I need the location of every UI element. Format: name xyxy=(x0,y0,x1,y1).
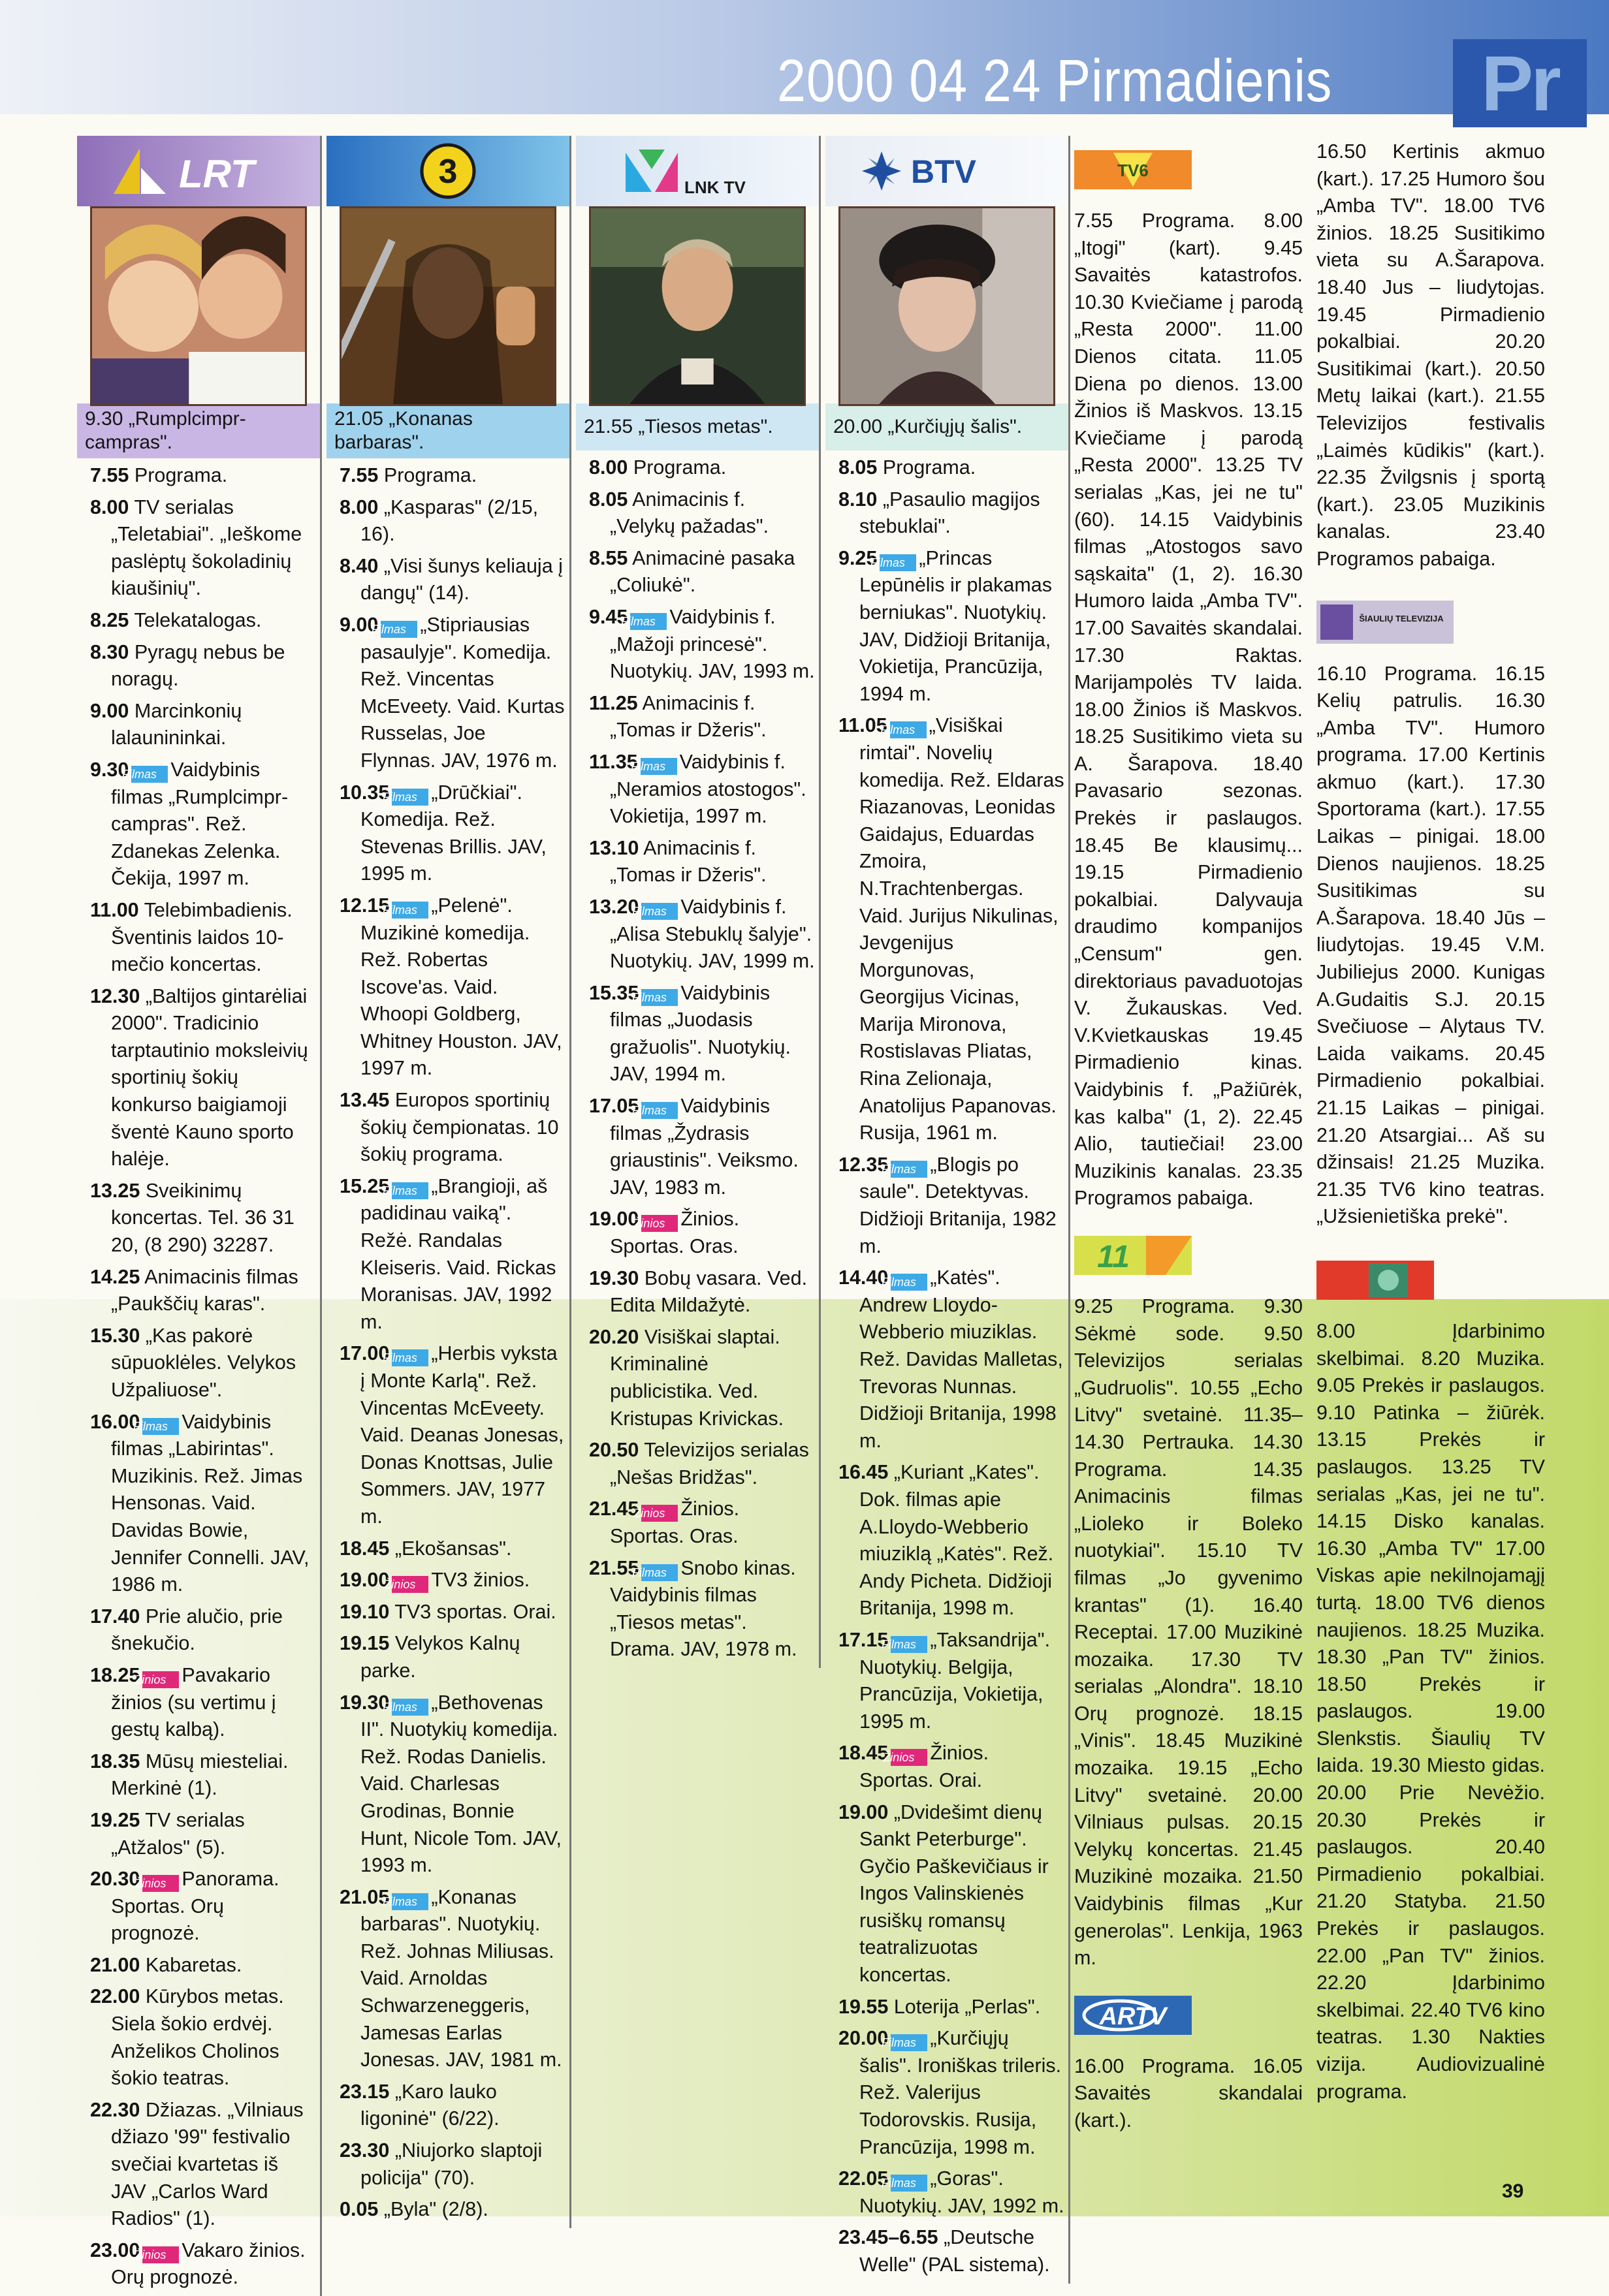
list-item: 19.00 „Dvidešimt dienų Sankt Peterburge". Gyčio Paškevičiaus ir Ingos Valinskienės rusiškų romansų teatralizuotas koncertas. xyxy=(838,1801,1049,1987)
list-item: 13.10 Animacinis f. „Tomas ir Džeris". xyxy=(589,836,767,887)
film-icon: Filmas xyxy=(891,2034,927,2051)
regional-column-left xyxy=(1074,136,1303,2135)
list-item: 11.35Filmas Vaidybinis f. „Neramios atostogos". Vokietija, 1997 m. xyxy=(589,750,806,828)
list-item: 18.35 Mūsų miesteliai. Merkinė (1). xyxy=(90,1750,289,1800)
channel-column-btv xyxy=(825,136,1070,2284)
list-item: 17.00Filmas „Herbis vyksta į Monte Karlą". Rež. Vincentas McEveety. Vaid. Deanas Jonesas, Donas Knottsas, Julie Sommers. JAV, 1977 m. xyxy=(340,1342,564,1528)
list-item: 11.05Filmas „Visiškai rimtai". Novelių komedija. Rež. Eldaras Riazanovas, Leonidas Gaidajus, Eduardas Zmoira, N.Trachtenbergas. Vaid. Jurijus Nikulinas, Jevgenijus Morgunovas, Georgijus Vicinas, Marija Mironova, Rostislavas Pliatas, Rina Zelionaja, Anatolijus Papanovas. Rusija, 1961 m. xyxy=(838,714,1064,1144)
list-item: 13.20Filmas Vaidybinis f. „Alisa Stebuklų šalyje". Nuotykių. JAV, 1999 m. xyxy=(589,895,815,973)
list-item: 9.00 Marcinkonių lalaunininkai. xyxy=(90,699,242,749)
list-item: 19.10 TV3 sportas. Orai. xyxy=(340,1600,556,1623)
film-icon: Filmas xyxy=(392,1349,428,1366)
channel-column-lrt xyxy=(77,136,322,2296)
tv3-logo xyxy=(327,136,569,206)
list-item: 21.00 Kabaretas. xyxy=(90,1953,242,1976)
list-item: 17.15Filmas „Taksandrija". Nuotykių. Belgija, Prancūzija, Vokietija, 1995 m. xyxy=(838,1628,1051,1733)
film-icon: Filmas xyxy=(891,2175,927,2192)
list-item: 16.00Filmas Vaidybinis filmas „Labirintas". Muzikinis. Rež. Jimas Hensonas. Vaid. Davidas Bowie, Jennifer Connelli. JAV, 1986 m. xyxy=(90,1410,310,1596)
list-item: 19.15 Velykos Kalnų parke. xyxy=(340,1632,520,1682)
list-item: 9.25Filmas „Princas Lepūnėlis ir plakamas berniukas". Nuotykių. JAV, Didžioji Britanija, Vokietija, Prancūzija, 1994 m. xyxy=(838,546,1052,705)
list-item: 21.05Filmas „Konanas barbaras". Nuotykių. Rež. Johnas Miliusas. Vaid. Arnoldas Schwarzeneggeris, Jamesas Earlas Jonesas. JAV, 1981 m. xyxy=(340,1885,562,2071)
list-item: 9.45Filmas Vaidybinis f. „Mažoji princesė". Nuotykių. JAV, 1993 m. xyxy=(589,605,815,683)
list-item: 17.40 Prie alučio, prie šnekučio. xyxy=(90,1605,283,1655)
tv6-logo xyxy=(1074,142,1303,196)
program-list xyxy=(77,462,320,2291)
btv-photo xyxy=(838,206,1055,406)
list-item: 18.25Žinios Pavakario žinios (su vertimu į gestų kalbą). xyxy=(90,1663,276,1741)
list-item: 8.30 Pyragų nebus be noragų. xyxy=(90,640,285,691)
list-item: 20.50 Televizijos serialas „Nešas Bridžas". xyxy=(589,1439,809,1488)
film-icon: Filmas xyxy=(890,721,927,738)
day-badge: Pr xyxy=(1453,39,1587,127)
svg-text:11: 11 xyxy=(1097,1239,1130,1274)
svg-text:ŠIAULIŲ TELEVIZIJA: ŠIAULIŲ TELEVIZIJA xyxy=(1359,613,1444,623)
list-item: 9.00Filmas „Stipriausias pasaulyje". Komedija. Rež. Vincentas McEvеety. Vaid. Kurtas Russelas, Joe Flynnas. JAV, 1976 m. xyxy=(340,613,565,772)
list-item: 21.45Žinios Žinios. Sportas. Oras. xyxy=(589,1498,740,1547)
list-item: 13.25 Sveikinimų koncertas. Tel. 36 31 20, (8 290) 32287. xyxy=(90,1179,295,1257)
film-icon: Filmas xyxy=(392,1182,428,1199)
film-icon: Filmas xyxy=(392,902,428,919)
list-item: 20.00Filmas „Kurčiųjų šalis". Ironiškas trileris. Rež. Valerijus Todorovskis. Rusija, Prancūzija, 1998 m. xyxy=(838,2027,1062,2158)
list-item: 14.40Filmas „Katės". Andrew Lloydo-Webberio miuziklas. Rež. Davidas Malletas, Trevoras Nunnas. Didžioji Britanija, 1998 m. xyxy=(838,1266,1063,1452)
featured-program: 21.05 „Konanas barbaras". xyxy=(327,403,569,458)
list-item: 20.30Žinios Panorama. Sportas. Orų prognozė. xyxy=(90,1868,279,1945)
list-item: 15.35Filmas Vaidybinis filmas „Juodasis gražuolis". Nuotykių. JAV, 1994 m. xyxy=(589,981,791,1086)
list-item: 19.30 Bobų vasara. Ved. Edita Mildažytė. xyxy=(589,1266,808,1317)
film-icon: Filmas xyxy=(891,1636,927,1653)
list-item: 19.55 Loterija „Perlas". xyxy=(838,1995,1041,2018)
channel-header xyxy=(576,136,819,403)
regional-column-right xyxy=(1316,138,1545,2105)
film-icon: Filmas xyxy=(641,1564,678,1581)
news-icon: Žinios xyxy=(142,2246,179,2263)
tv6-schedule: 7.55 Programa. 8.00 „Itogi" (kart). 9.45 Savaitės katastrofos. 10.30 Kviečiame į parodą „Resta 2000". 11.00 Dienos citata. 11.05 Diena po dienos. 13.00 Žinios iš Maskvos. 13.15 Kviečiame į parodą „Resta 2000". 13.25 TV serialas „Kas, jei ne tu" (60). 14.15 Vaidybinis filmas „Atostogos savo sąskaita" (1, 2). 16.30 Humoro laida „Amba TV". 17.00 Savaitės skandalai. 17.30 Raktas. Marijampolės TV laida. 18.00 Žinios iš Maskvos. 18.25 Susitikimo vieta su A. Šarapova. 18.40 Pavasario sezonas. Prekės ir paslaugos. 18.45 Be klausimų... 19.15 Pirmadienio pokalbiai. Dalyvauja draudimo kompanijos „Censum" gen. direktoriaus pavaduotojas V. Žukauskas. Ved. V.Kvietkauskas 19.45 Pirmadienio kinas. Vaidybinis f. „Pažiūrėk, kas kalba" (1, 2). 22.45 Alio, tautiečiai! 23.00 Muzikinis kanalas. 23.35 Programos pabaiga. xyxy=(1074,210,1303,1210)
news-icon: Žinios xyxy=(392,1576,428,1593)
film-icon: Filmas xyxy=(880,554,916,571)
list-item: 8.40 „Visi šunys keliauja į dangų" (14). xyxy=(340,554,563,605)
svg-text:BTV: BTV xyxy=(911,153,976,190)
list-item: 11.25 Animacinis f. „Tomas ir Džeris". xyxy=(589,691,767,742)
btv-logo xyxy=(825,136,1068,206)
program-list xyxy=(825,454,1068,2279)
list-item: 8.05 Programa. xyxy=(838,456,976,479)
list-item: 8.25 Telekatalogas. xyxy=(90,608,262,631)
artv-logo-icon xyxy=(1074,1989,1192,2040)
list-item: 23.45–6.55 „Deutsche Welle" (PAL sistema). xyxy=(838,2226,1050,2276)
list-item: 19.00Žinios Žinios. Sportas. Oras. xyxy=(589,1208,740,1258)
film-icon: Filmas xyxy=(641,903,678,920)
list-item: 22.00 Kūrybos metas. Siela šokio erdvėj. Anželikos Cholinos šokio teatras. xyxy=(90,1985,284,2090)
list-item: 12.30 „Baltijos gintarėliai 2000". Tradicinio tarptautinio moksleivių sportinių šokių konkurso baigiamoji šventė Kauno sporto halėje. xyxy=(90,984,308,1171)
list-item: 15.25Filmas „Brangioji, aš padidinau vaiką". Režė. Randalas Kleiseris. Vaid. Rickas Moranisas. JAV, 1992 m. xyxy=(340,1174,556,1333)
pan-tv-logo-icon xyxy=(1316,1254,1434,1305)
news-icon: Žinios xyxy=(641,1215,678,1232)
list-item: 0.05 „Byla" (2/8). xyxy=(340,2198,488,2221)
list-item: 8.05 Animacinis f. „Velykų pažadas". xyxy=(589,488,769,538)
lrt-photo xyxy=(90,206,307,406)
page-number: 39 xyxy=(1502,2180,1524,2202)
featured-program: 20.00 „Kurčiųjų šalis". xyxy=(825,403,1068,450)
list-item: 11.00 Telebimbadienis. Šventinis laidos 10-mečio koncertas. xyxy=(90,898,293,976)
film-icon: Filmas xyxy=(392,1699,428,1716)
page-title: 2000 04 24 Pirmadienis xyxy=(777,48,1333,114)
list-item: 7.55 Programa. xyxy=(340,464,477,486)
list-item: 19.25 TV serialas „Atžalos" (5). xyxy=(90,1808,245,1859)
list-item: 8.00 Programa. xyxy=(589,456,727,479)
tv6-logo-icon xyxy=(1074,144,1192,195)
list-item: 22.05Filmas „Goras". Nuotykių. JAV, 1992 m. xyxy=(838,2167,1064,2217)
siauliu-tv-logo xyxy=(1316,595,1545,649)
list-item: 18.45Žinios Žinios. Sportas. Orai. xyxy=(838,1742,989,1791)
list-item: 9.30Filmas Vaidybinis filmas „Rumplcimpr-campras". Rež. Zdanekas Zelenka. Čekija, 1997 m. xyxy=(90,758,289,890)
featured-program: 9.30 „Rumplcimpr-campras". xyxy=(77,403,320,458)
list-item: 22.30 Džiazas. „Vilniaus džiazo '99" festivalio svečiai kvartetas iš JAV „Carlos Ward Radios" (1). xyxy=(90,2098,304,2230)
svg-text:LRT: LRT xyxy=(179,152,255,196)
film-icon: Filmas xyxy=(641,1102,678,1119)
list-item: 13.45 Europos sportinių šokių čempionatas. 10 šokių programa. xyxy=(340,1089,559,1166)
svg-text:TV6: TV6 xyxy=(1117,161,1149,180)
featured-program: 21.55 „Tiesos metas". xyxy=(576,403,819,450)
film-icon: Filmas xyxy=(891,1161,927,1178)
list-item: 18.45 „Ekošansas". xyxy=(340,1537,512,1560)
svg-text:LNK TV: LNK TV xyxy=(684,178,746,197)
pan-tv-schedule: 8.00 Įdarbinimo skelbimai. 8.20 Muzika. 9.05 Prekės ir paslaugos. 9.10 Patinka – žiūrėk. 13.15 Prekės ir paslaugos. 13.25 TV serialas „Kas, jei ne tu". 14.15 Disko kanalas. 16.30 „Amba TV" 17.00 Viskas apie nekilnojamąjį turtą. 18.00 TV6 dienos naujienos. 18.25 Muzika. 18.30 „Pan TV" žinios. 18.50 Prekės ir paslaugos. 19.00 Slenkstis. Šiaulių TV laida. 19.30 Miesto gidas. 20.00 Prie Nevėžio. 20.30 Prekės ir paslaugos. 20.40 Pirmadienio pokalbiai. 21.20 Statyba. 21.50 Prekės ir paslaugos. 22.00 „Pan TV" žinios. 22.20 Įdarbinimo skelbimai. 22.40 TV6 kino teatras. 1.30 Nakties vizija. Audiovizualinė programa. xyxy=(1316,1319,1545,2103)
lnk-photo xyxy=(589,206,806,406)
tv3-photo xyxy=(340,206,556,406)
siauliu-tv-schedule: 16.10 Programa. 16.15 Kelių patrulis. 16.30 „Amba TV". Humoro programa. 17.00 Kertinis akmuo (kart.). 17.30 Sportorama (kart.). 17.55 Laikas – pinigai. 18.00 Dienos naujienos. 18.25 Susitikimas su A.Šarapova. 18.40 Jūs – liudytojas. 19.45 V.M. Jubiliejus 2000. Kunigas A.Gudaitis S.J. 20.15 Svečiuose – Alytaus TV. Laida vaikams. 20.45 Pirmadienio pokalbiai. 21.15 Laikas – pinigai. 21.20 Atsargiai... Aš su džinsais! 21.25 Muzika. 21.35 TV6 kino teatras. „Užsienietiška prekė". xyxy=(1316,662,1545,1228)
list-item: 15.30 „Kas pakorė sūpuoklėles. Velykos Užpaliuose". xyxy=(90,1324,296,1401)
list-item: 21.55Filmas Snobo kinas. Vaidybinis filmas „Tiesos metas". Drama. JAV, 1978 m. xyxy=(589,1556,797,1661)
list-item: 16.45 „Kuriant „Kates". Dok. filmas apie A.Lloydo-Webberio miuziklą „Katės". Rež. Andy Picheta. Didžioji Britanija, 1998 m. xyxy=(838,1461,1054,1620)
pan-tv-logo xyxy=(1316,1253,1545,1306)
list-item: 19.00Žinios TV3 žinios. xyxy=(340,1567,566,1594)
film-icon: Filmas xyxy=(142,1418,179,1435)
program-list xyxy=(576,454,819,1663)
news-icon: Žinios xyxy=(142,1875,179,1892)
list-item: 8.55 Animacinė pasaka „Coliukė". xyxy=(589,546,795,597)
svg-text:ARTV: ARTV xyxy=(1099,2002,1167,2030)
list-item: 19.30Filmas „Bethovenas II". Nuotykių komedija. Rež. Rodas Danielis. Vaid. Charlesas Grodinas, Bonnie Hunt, Nicole Tom. JAV, 1993 m. xyxy=(340,1691,562,1877)
artv-schedule: 16.00 Programa. 16.05 Savaitės skandalai (kart.). xyxy=(1074,2054,1303,2131)
channel-column-lnk xyxy=(576,136,821,1668)
film-icon: Filmas xyxy=(381,621,417,638)
news-icon: Žinios xyxy=(641,1505,678,1522)
channel11-schedule: 9.25 Programa. 9.30 Sėkmė sode. 9.50 Televizijos serialas „Gudruolis". 10.55 „Echo Litvy" svetainė. 11.35–14.30 Pertrauka. 14.30 Programa. 14.35 Animacinis filmas „Lioleko ir Boleko nuotykiai". 15.10 TV filmas „Jo gyvenimo krantas" (1). 16.40 Receptai. 17.00 Muzikinė mozaika. 17.30 TV serialas „Alondra". 18.10 Orų prognozė. 18.15 „Vinis". 18.45 Muzikinė mozaika. 19.15 „Echo Litvy" svetainė. 20.00 Vilniaus pulsas. 20.15 Velykų koncertas. 21.45 Muzikinė mozaika. 21.50 Vaidybinis filmas „Kur generolas". Lenkija, 1963 m. xyxy=(1074,1295,1303,1970)
list-item: 14.25 Animacinis filmas „Paukščių karas". xyxy=(90,1265,298,1315)
lnk-logo-icon xyxy=(599,140,795,202)
program-list xyxy=(327,462,569,2224)
channel-header xyxy=(77,136,320,403)
news-icon: Žinios xyxy=(142,1671,179,1688)
film-icon: Filmas xyxy=(392,1893,428,1910)
channel11-logo xyxy=(1074,1228,1303,1282)
channel11-logo-icon xyxy=(1074,1229,1192,1280)
film-icon: Filmas xyxy=(131,766,168,783)
list-item: 23.30 „Niujorko slaptoji policija" (70). xyxy=(340,2139,543,2189)
tv6-schedule-continued: 16.50 Kertinis akmuo (kart.). 17.25 Humoro šou „Amba TV". 18.00 TV6 žinios. 18.25 Susitikimo vieta su A.Šarapova. 18.40 Jus – liudytojas. 19.45 Pirmadienio pokalbiai. 20.20 Susitikimai (kart.). 20.50 Metų laikai (kart.). 21.55 Televizijos festivalis „Laimės kūdikis" (kart.). 22.35 Žvilgsnis į sportą (kart.). 23.05 Muzikinis kanalas. 23.40 Programos pabaiga. xyxy=(1316,140,1545,570)
film-icon: Filmas xyxy=(630,613,667,630)
film-icon: Filmas xyxy=(641,758,677,775)
list-item: 23.15 „Karo lauko ligoninė" (6/22). xyxy=(340,2080,500,2130)
list-item: 10.35Filmas „Drūčkiai". Komedija. Rež. Stevenas Brillis. JAV, 1995 m. xyxy=(340,781,547,885)
list-item: 7.55 Programa. xyxy=(90,464,228,486)
channel-column-tv3 xyxy=(327,136,571,2228)
news-icon: Žinios xyxy=(891,1749,927,1766)
film-icon: Filmas xyxy=(392,789,428,806)
lnk-logo xyxy=(576,136,819,206)
list-item: 8.10 „Pasaulio magijos stebuklai". xyxy=(838,488,1040,538)
channel-header xyxy=(327,136,569,403)
list-item: 12.15Filmas „Pelenė". Muzikinė komedija. Rež. Robertas Iscove'as. Vaid. Whoopi Goldberg, Whitney Houston. JAV, 1997 m. xyxy=(340,894,562,1080)
svg-text:3: 3 xyxy=(438,153,458,191)
list-item: 8.00 TV serialas „Teletabiai". „Ieškome paslėptų šokoladinių kiaušinių". xyxy=(90,495,302,600)
siauliu-tv-logo-icon xyxy=(1316,595,1454,649)
lrt-logo xyxy=(77,136,320,206)
list-item: 17.05Filmas Vaidybinis filmas „Žydrasis griaustinis". Veiksmo. JAV, 1983 m. xyxy=(589,1095,799,1199)
film-icon: Filmas xyxy=(641,989,678,1006)
lrt-logo-icon xyxy=(101,142,296,200)
btv-logo-icon xyxy=(849,140,1045,202)
list-item: 20.20 Visiškai slaptai. Kriminalinė publicistika. Ved. Kristupas Krivickas. xyxy=(589,1325,784,1430)
list-item: 23.00Žinios Vakaro žinios. Orų prognozė. xyxy=(90,2239,306,2289)
film-icon: Filmas xyxy=(891,1274,927,1291)
list-item: 12.35Filmas „Blogis po saule". Detektyvas. Didžioji Britanija, 1982 m. xyxy=(838,1153,1057,1257)
tv3-logo-icon xyxy=(409,140,487,202)
list-item: 8.00 „Kasparas" (2/15, 16). xyxy=(340,495,539,546)
channel-header xyxy=(825,136,1068,403)
artv-logo xyxy=(1074,1988,1303,2041)
